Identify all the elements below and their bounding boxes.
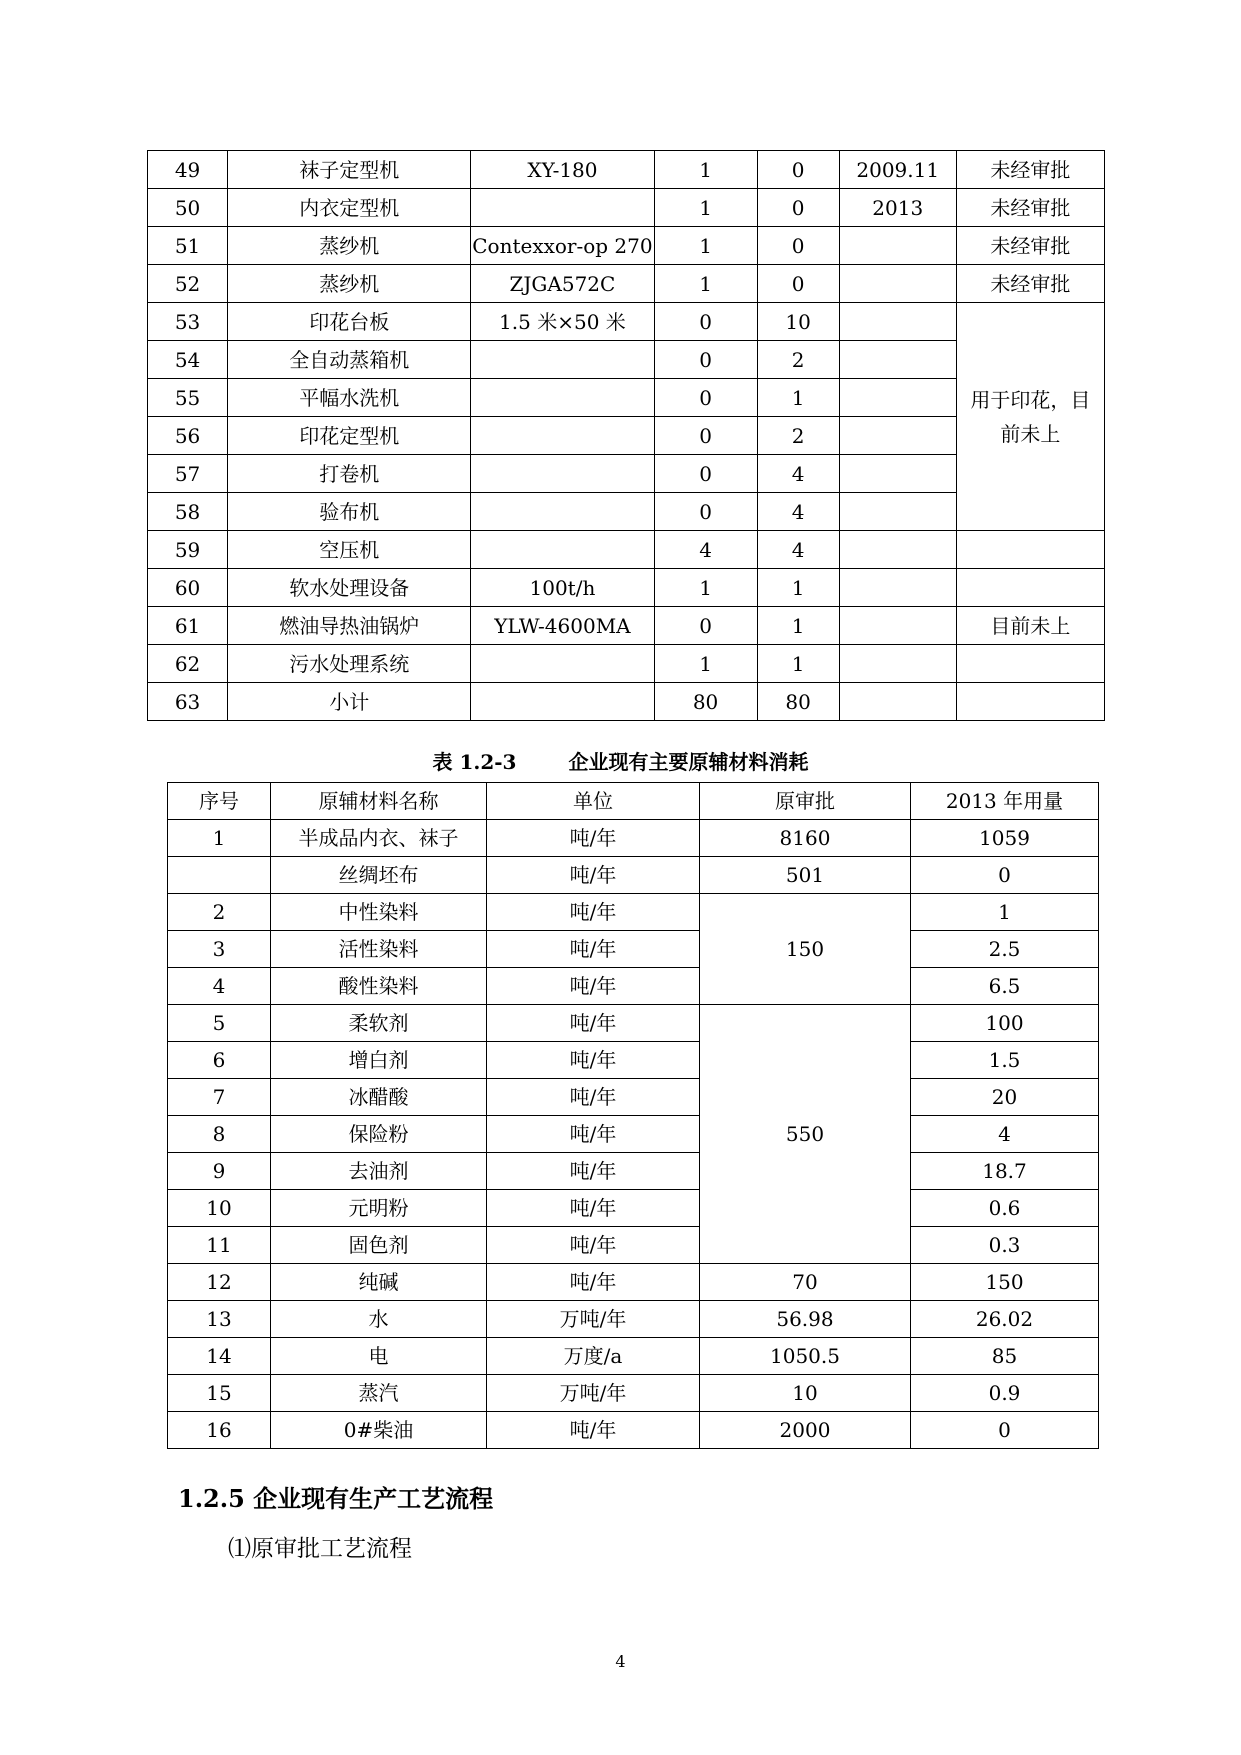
equip-qty-approved: 1 (654, 227, 757, 265)
equip-name: 蒸纱机 (228, 227, 471, 265)
equip-no: 56 (148, 417, 228, 455)
equip-model (471, 683, 654, 721)
material-unit: 万吨/年 (487, 1301, 700, 1338)
equip-model: YLW-4600MA (471, 607, 654, 645)
equip-name: 燃油导热油锅炉 (228, 607, 471, 645)
material-usage-2013: 85 (911, 1338, 1099, 1375)
equip-no: 60 (148, 569, 228, 607)
material-unit: 万吨/年 (487, 1375, 700, 1412)
header-usage-2013: 2013 年用量 (911, 783, 1099, 820)
equip-no: 49 (148, 151, 228, 189)
equip-name: 蒸纱机 (228, 265, 471, 303)
material-name: 保险粉 (271, 1116, 487, 1153)
equip-qty-approved: 1 (654, 265, 757, 303)
equip-name: 打卷机 (228, 455, 471, 493)
page-number: 4 (615, 1652, 626, 1671)
table-row (168, 968, 1099, 1005)
material-no: 13 (168, 1301, 271, 1338)
equip-model (471, 531, 654, 569)
equip-qty-current: 4 (757, 531, 839, 569)
material-unit: 吨/年 (487, 1042, 700, 1079)
equip-qty-current: 0 (757, 265, 839, 303)
equip-model (471, 341, 654, 379)
equip-no: 61 (148, 607, 228, 645)
equip-no: 59 (148, 531, 228, 569)
material-no: 9 (168, 1153, 271, 1190)
material-approved: 2000 (700, 1412, 911, 1449)
equip-note: 未经审批 (956, 265, 1104, 303)
equip-note (956, 531, 1104, 569)
equip-no: 50 (148, 189, 228, 227)
equip-qty-approved: 0 (654, 607, 757, 645)
equip-model (471, 417, 654, 455)
table-row (148, 683, 1105, 721)
material-no: 8 (168, 1116, 271, 1153)
material-usage-2013: 26.02 (911, 1301, 1099, 1338)
table-row (148, 569, 1105, 607)
material-no: 10 (168, 1190, 271, 1227)
table-row (148, 645, 1105, 683)
equip-model: ZJGA572C (471, 265, 654, 303)
equip-note: 未经审批 (956, 189, 1104, 227)
table-row (148, 265, 1105, 303)
equip-date (839, 531, 956, 569)
material-usage-2013: 100 (911, 1005, 1099, 1042)
material-no: 12 (168, 1264, 271, 1301)
material-no: 14 (168, 1338, 271, 1375)
table-caption (0, 746, 1241, 775)
material-usage-2013: 0 (911, 857, 1099, 894)
material-unit: 吨/年 (487, 1412, 700, 1449)
equip-qty-current: 0 (757, 227, 839, 265)
table-caption-title: 企业现有主要原辅材料消耗 (568, 750, 809, 774)
material-usage-2013: 1.5 (911, 1042, 1099, 1079)
material-name: 酸性染料 (271, 968, 487, 1005)
equip-model: 100t/h (471, 569, 654, 607)
equip-qty-current: 2 (757, 417, 839, 455)
equip-note (956, 683, 1104, 721)
equip-qty-current: 2 (757, 341, 839, 379)
table-row (168, 1264, 1099, 1301)
equip-no: 51 (148, 227, 228, 265)
table-row (168, 1412, 1099, 1449)
material-usage-2013: 20 (911, 1079, 1099, 1116)
material-name: 元明粉 (271, 1190, 487, 1227)
header-no: 序号 (168, 783, 271, 820)
material-no: 1 (168, 820, 271, 857)
material-approved: 70 (700, 1264, 911, 1301)
material-name: 柔软剂 (271, 1005, 487, 1042)
materials-header-row (168, 783, 1099, 820)
sub-heading: ⑴原审批工艺流程 (228, 1536, 412, 1562)
material-usage-2013: 0.3 (911, 1227, 1099, 1264)
equip-note: 目前未上 (956, 607, 1104, 645)
equip-name: 印花定型机 (228, 417, 471, 455)
equip-qty-approved: 1 (654, 189, 757, 227)
equip-no: 55 (148, 379, 228, 417)
material-name: 电 (271, 1338, 487, 1375)
equip-qty-approved: 1 (654, 569, 757, 607)
equip-qty-current: 1 (757, 607, 839, 645)
material-usage-2013: 6.5 (911, 968, 1099, 1005)
material-unit: 吨/年 (487, 857, 700, 894)
table-row (148, 151, 1105, 189)
table-row (168, 1116, 1099, 1153)
table-row (168, 1153, 1099, 1190)
material-name: 蒸汽 (271, 1375, 487, 1412)
equip-qty-approved: 0 (654, 455, 757, 493)
equip-qty-current: 1 (757, 569, 839, 607)
equip-date (839, 227, 956, 265)
material-name: 水 (271, 1301, 487, 1338)
equip-date (839, 341, 956, 379)
equip-date (839, 493, 956, 531)
material-name: 0#柴油 (271, 1412, 487, 1449)
equip-no: 63 (148, 683, 228, 721)
material-no: 4 (168, 968, 271, 1005)
equipment-table (147, 150, 1105, 721)
equip-date (839, 683, 956, 721)
header-unit: 单位 (487, 783, 700, 820)
equip-name: 印花台板 (228, 303, 471, 341)
table-row (148, 227, 1105, 265)
equip-qty-current: 0 (757, 189, 839, 227)
equip-name: 全自动蒸箱机 (228, 341, 471, 379)
material-unit: 吨/年 (487, 968, 700, 1005)
equip-qty-current: 4 (757, 493, 839, 531)
material-approved: 8160 (700, 820, 911, 857)
material-name: 纯碱 (271, 1264, 487, 1301)
printing-note-line2: 前未上 (1000, 421, 1061, 446)
material-name: 去油剂 (271, 1153, 487, 1190)
equip-date: 2009.11 (839, 151, 956, 189)
equip-model (471, 645, 654, 683)
material-name: 活性染料 (271, 931, 487, 968)
table-row (148, 531, 1105, 569)
equip-name: 验布机 (228, 493, 471, 531)
table-row (168, 1301, 1099, 1338)
material-unit: 吨/年 (487, 1190, 700, 1227)
equip-qty-current: 80 (757, 683, 839, 721)
material-usage-2013: 1 (911, 894, 1099, 931)
table-row (168, 894, 1099, 931)
equip-qty-approved: 0 (654, 303, 757, 341)
equip-qty-approved: 80 (654, 683, 757, 721)
material-name: 固色剂 (271, 1227, 487, 1264)
material-usage-2013: 18.7 (911, 1153, 1099, 1190)
material-name: 中性染料 (271, 894, 487, 931)
material-approved: 56.98 (700, 1301, 911, 1338)
equip-no: 53 (148, 303, 228, 341)
equip-name: 软水处理设备 (228, 569, 471, 607)
equip-date (839, 607, 956, 645)
equip-note (956, 569, 1104, 607)
equip-model (471, 189, 654, 227)
equip-no: 54 (148, 341, 228, 379)
equip-no: 58 (148, 493, 228, 531)
equip-note (956, 645, 1104, 683)
material-no: 3 (168, 931, 271, 968)
table-row (168, 1005, 1099, 1042)
table-row (148, 303, 1105, 341)
material-usage-2013: 0 (911, 1412, 1099, 1449)
material-name: 丝绸坯布 (271, 857, 487, 894)
equip-name: 平幅水洗机 (228, 379, 471, 417)
equip-note: 未经审批 (956, 151, 1104, 189)
equip-no: 57 (148, 455, 228, 493)
equip-date (839, 569, 956, 607)
equip-qty-approved: 0 (654, 417, 757, 455)
material-no: 2 (168, 894, 271, 931)
equip-model (471, 493, 654, 531)
equip-qty-current: 4 (757, 455, 839, 493)
equip-qty-approved: 1 (654, 645, 757, 683)
material-no: 11 (168, 1227, 271, 1264)
table-row (168, 820, 1099, 857)
equip-note: 未经审批 (956, 227, 1104, 265)
material-unit: 吨/年 (487, 931, 700, 968)
equip-name: 小计 (228, 683, 471, 721)
material-name: 冰醋酸 (271, 1079, 487, 1116)
material-approved: 501 (700, 857, 911, 894)
material-name: 增白剂 (271, 1042, 487, 1079)
equip-model: Contexxor-op 270 (471, 227, 654, 265)
material-unit: 吨/年 (487, 820, 700, 857)
equip-model (471, 379, 654, 417)
material-usage-2013: 1059 (911, 820, 1099, 857)
header-approved: 原审批 (700, 783, 911, 820)
table-row (148, 189, 1105, 227)
table-caption-number: 表 1.2-3 (432, 750, 517, 774)
equip-qty-current: 1 (757, 379, 839, 417)
dyes-approved: 150 (700, 894, 911, 1005)
table-row (168, 1375, 1099, 1412)
material-usage-2013: 150 (911, 1264, 1099, 1301)
equip-qty-approved: 4 (654, 531, 757, 569)
table-row (168, 857, 1099, 894)
material-unit: 吨/年 (487, 1116, 700, 1153)
printing-note-line1: 用于印花，目 (970, 387, 1091, 412)
material-name: 半成品内衣、袜子 (271, 820, 487, 857)
equip-name: 内衣定型机 (228, 189, 471, 227)
equip-qty-current: 10 (757, 303, 839, 341)
material-no: 15 (168, 1375, 271, 1412)
equip-qty-approved: 0 (654, 379, 757, 417)
table-row (168, 1079, 1099, 1116)
equip-date (839, 379, 956, 417)
material-no: 6 (168, 1042, 271, 1079)
equip-qty-approved: 0 (654, 493, 757, 531)
equip-date (839, 303, 956, 341)
section-heading: 1.2.5 企业现有生产工艺流程 (178, 1484, 494, 1513)
material-unit: 万度/a (487, 1338, 700, 1375)
material-no: 16 (168, 1412, 271, 1449)
equip-date: 2013 (839, 189, 956, 227)
equip-qty-current: 0 (757, 151, 839, 189)
material-usage-2013: 0.9 (911, 1375, 1099, 1412)
printing-note (956, 303, 1104, 531)
equip-no: 62 (148, 645, 228, 683)
equip-date (839, 645, 956, 683)
equip-qty-current: 1 (757, 645, 839, 683)
material-usage-2013: 2.5 (911, 931, 1099, 968)
table-row (168, 1227, 1099, 1264)
material-unit: 吨/年 (487, 1079, 700, 1116)
material-approved: 1050.5 (700, 1338, 911, 1375)
materials-table (167, 782, 1099, 1449)
material-approved: 10 (700, 1375, 911, 1412)
table-row (168, 1338, 1099, 1375)
material-no: 5 (168, 1005, 271, 1042)
equip-qty-approved: 0 (654, 341, 757, 379)
material-usage-2013: 4 (911, 1116, 1099, 1153)
equip-name: 污水处理系统 (228, 645, 471, 683)
table-row (168, 1190, 1099, 1227)
header-name: 原辅材料名称 (271, 783, 487, 820)
equip-model (471, 455, 654, 493)
equip-date (839, 265, 956, 303)
table-row (168, 931, 1099, 968)
material-no: 7 (168, 1079, 271, 1116)
equip-name: 袜子定型机 (228, 151, 471, 189)
material-unit: 吨/年 (487, 1227, 700, 1264)
material-unit: 吨/年 (487, 1264, 700, 1301)
equip-model: 1.5 米×50 米 (471, 303, 654, 341)
material-unit: 吨/年 (487, 1005, 700, 1042)
table-row (168, 1042, 1099, 1079)
equip-date (839, 417, 956, 455)
equip-no: 52 (148, 265, 228, 303)
material-unit: 吨/年 (487, 894, 700, 931)
equip-model: XY-180 (471, 151, 654, 189)
material-usage-2013: 0.6 (911, 1190, 1099, 1227)
equip-qty-approved: 1 (654, 151, 757, 189)
equip-name: 空压机 (228, 531, 471, 569)
table-row (148, 607, 1105, 645)
material-unit: 吨/年 (487, 1153, 700, 1190)
equip-date (839, 455, 956, 493)
auxiliaries-approved: 550 (700, 1005, 911, 1264)
material-no (168, 857, 271, 894)
